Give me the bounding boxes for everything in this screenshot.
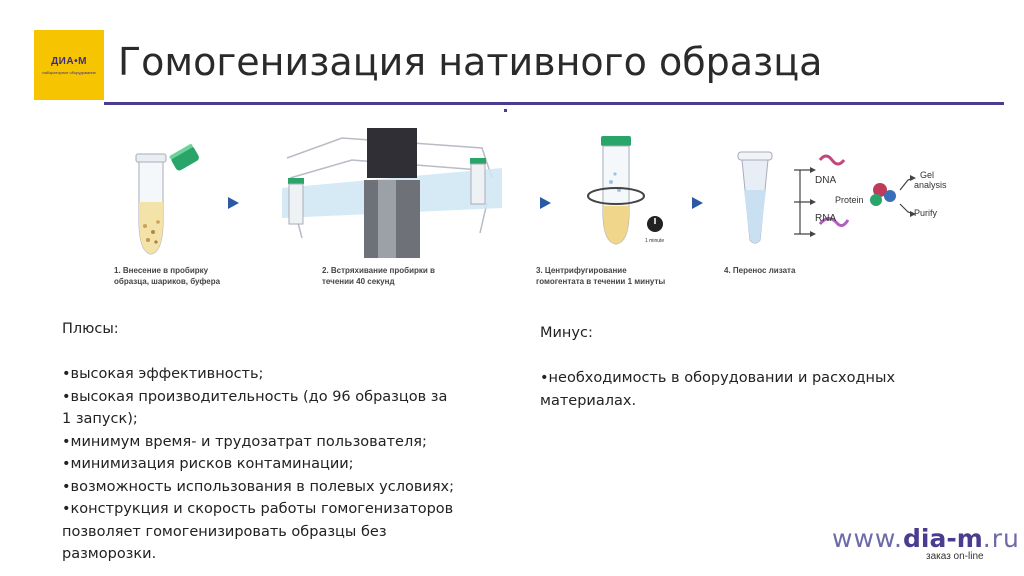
website-suffix: .ru xyxy=(982,524,1020,553)
list-item: разморозки. xyxy=(62,546,157,562)
label-dna: DNA xyxy=(815,175,837,186)
logo-name: ДИА•М xyxy=(51,56,87,67)
step-arrow-2 xyxy=(540,197,551,209)
step1-tube-illustration xyxy=(128,140,208,260)
logo-tagline: лабораторное оборудование xyxy=(42,70,96,75)
step-arrow-1 xyxy=(228,197,239,209)
list-item: 1 запуск); xyxy=(62,411,138,427)
website-link[interactable] xyxy=(832,524,1020,553)
list-item: •высокая производительность (до 96 образцов за xyxy=(62,388,448,405)
step4-line1: 4. Перенос лизата xyxy=(724,266,796,275)
step1-line2: образца, шариков, буфера xyxy=(114,277,221,286)
list-item: материалах. xyxy=(540,392,637,409)
label-purify: Purify xyxy=(914,208,938,218)
pros-heading: Плюсы: xyxy=(62,321,119,337)
list-item: •необходимость в оборудовании и расходных xyxy=(540,370,896,386)
timer-label: 1 minute xyxy=(645,238,665,244)
website-prefix: www. xyxy=(832,524,903,553)
list-item: •минимизация рисков контаминации; xyxy=(62,456,354,472)
step2-line1: 2. Встряхивание пробирки в xyxy=(322,266,435,275)
step1-line1: 1. Внесение в пробирку xyxy=(114,266,209,275)
label-gel: Gel xyxy=(920,170,935,180)
slide-title: Гомогенизация нативного образца xyxy=(118,40,823,84)
list-item: •высокая эффективность; xyxy=(62,366,264,382)
step2-shaker-illustration xyxy=(282,118,502,258)
step3-line1: 3. Центрифугирование xyxy=(536,266,627,275)
cons-list xyxy=(540,322,895,412)
company-logo xyxy=(34,30,104,100)
list-item: •минимум время- и трудозатрат пользователя; xyxy=(62,433,427,450)
website-main: dia-m xyxy=(903,524,983,553)
list-item: •возможность использования в полевых условиях; xyxy=(62,478,455,495)
list-item: позволяет гомогенизировать образцы без xyxy=(62,523,387,540)
cons-heading: Минус: xyxy=(540,325,593,341)
step-caption-3 xyxy=(536,265,665,287)
step-arrow-3 xyxy=(692,197,703,209)
label-analysis: analysis xyxy=(914,180,947,190)
step-caption-1 xyxy=(114,265,220,287)
divider-dot xyxy=(504,109,507,112)
order-online-label: заказ on-line xyxy=(926,551,984,562)
step3-centrifuge-illustration xyxy=(585,132,665,252)
step-caption-4 xyxy=(724,265,795,276)
step-caption-2 xyxy=(322,265,435,287)
pros-list xyxy=(62,318,454,566)
title-underline xyxy=(104,102,1004,105)
step3-line2: гомогентата в течении 1 минуты xyxy=(536,277,666,286)
list-item: •конструкция и скорость работы гомогенизаторов xyxy=(62,501,454,517)
label-protein: Protein xyxy=(835,195,864,205)
step2-line2: течении 40 секунд xyxy=(322,277,395,286)
label-rna: RNA xyxy=(815,213,837,224)
